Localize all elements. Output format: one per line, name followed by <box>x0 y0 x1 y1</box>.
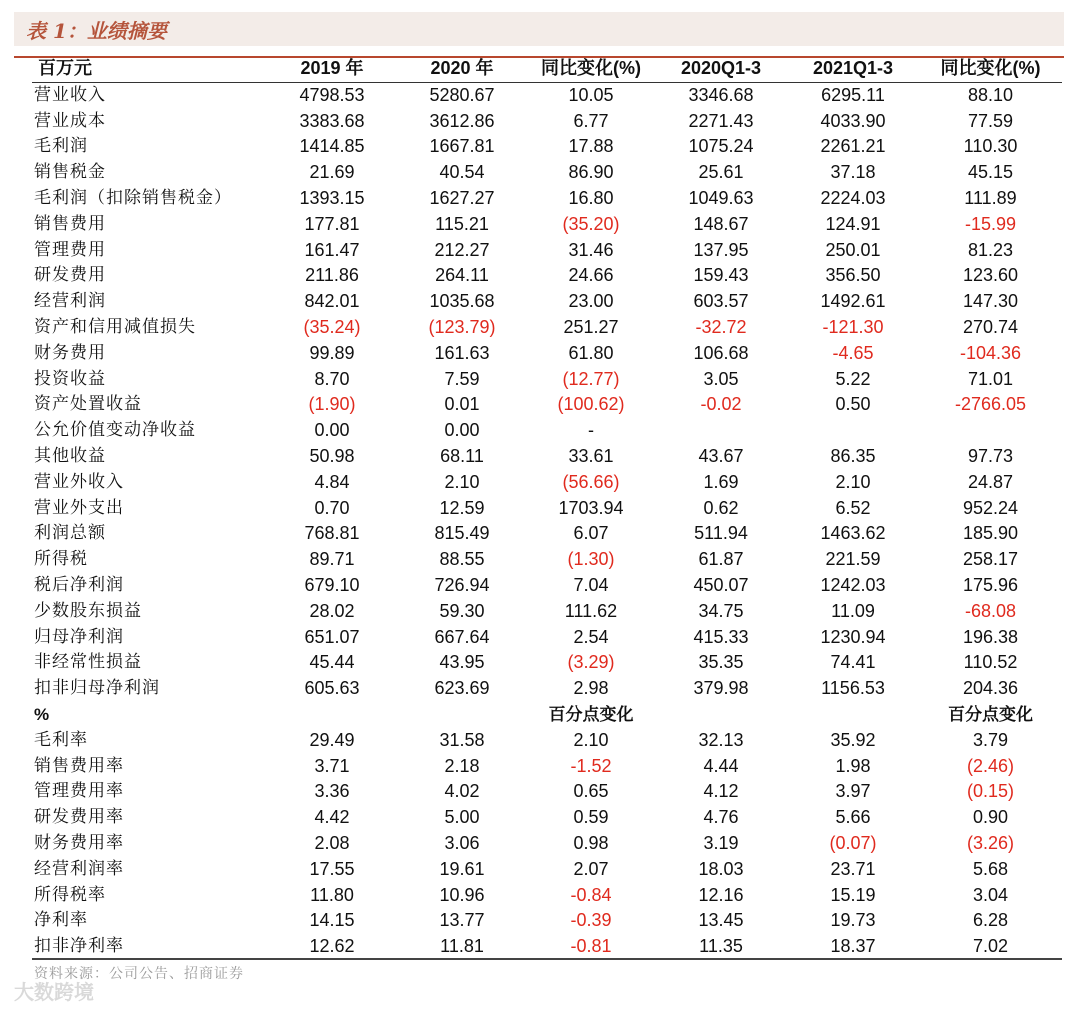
table-cell: 667.64 <box>434 626 490 647</box>
table-cell: 23.00 <box>568 291 614 312</box>
table-cell: 71.01 <box>967 368 1014 389</box>
table-cell: 250.01 <box>825 239 881 260</box>
row-label: 非经常性损益 <box>34 652 142 673</box>
table-cell: 124.91 <box>825 213 881 234</box>
table-cell: 1667.81 <box>429 136 495 157</box>
table-cell: 11.09 <box>831 600 875 621</box>
table-cell: 6295.11 <box>821 84 885 105</box>
table-cell: (100.62) <box>557 394 625 415</box>
table-cell: 175.96 <box>962 574 1019 595</box>
table-cell: 651.07 <box>304 626 360 647</box>
table-cell: 211.86 <box>305 265 359 286</box>
table-cell: 111.89 <box>964 187 1017 208</box>
table-cell: 18.37 <box>830 936 876 957</box>
table-cell: 511.94 <box>694 523 748 544</box>
table-row <box>32 573 1062 599</box>
row-label: 毛利润 <box>34 136 88 157</box>
table-cell <box>787 418 919 444</box>
row-label: 扣非净利率 <box>34 936 124 957</box>
table-cell: 148.67 <box>693 213 749 234</box>
header-cell-2020: 2020 年 <box>397 56 527 82</box>
table-cell: 3.79 <box>972 729 1009 750</box>
row-label: 销售费用 <box>34 213 106 234</box>
table-cell: 13.77 <box>439 910 485 931</box>
table-cell: 17.55 <box>309 858 355 879</box>
table-cell: 88.10 <box>967 84 1014 105</box>
table-title: 表 1：业绩摘要 <box>26 19 167 43</box>
table-cell: 33.61 <box>568 445 614 466</box>
table-row <box>32 444 1062 470</box>
table-cell: 7.02 <box>972 936 1009 957</box>
table-cell: 45.44 <box>309 652 355 673</box>
table-cell: 18.03 <box>698 858 744 879</box>
table-body <box>32 82 1062 960</box>
table-row <box>32 883 1062 909</box>
table-cell: 29.49 <box>309 729 355 750</box>
table-cell: 106.68 <box>693 342 749 363</box>
table-row <box>32 367 1062 393</box>
table-cell: 726.94 <box>434 574 490 595</box>
table-row <box>32 908 1062 934</box>
row-label: 经营利润率 <box>34 858 124 879</box>
header-cell-2021q1-3: 2021Q1-3 <box>787 56 919 82</box>
table-row <box>32 263 1062 289</box>
table-cell: 0.00 <box>314 420 350 441</box>
table-cell: 1156.53 <box>821 678 885 699</box>
table-cell: 1414.85 <box>299 136 365 157</box>
table-cell: 4.42 <box>314 807 350 828</box>
row-label: % <box>34 704 51 724</box>
table-cell: 185.90 <box>962 523 1019 544</box>
table-cell: 0.90 <box>972 807 1009 828</box>
row-label: 扣非归母净利润 <box>34 678 160 699</box>
table-cell: 6.52 <box>835 497 871 518</box>
table-cell: (2.46) <box>966 755 1015 776</box>
table-cell: 0.65 <box>573 781 609 802</box>
table-cell: 10.05 <box>568 84 614 105</box>
table-cell: 212.27 <box>434 239 490 260</box>
table-cell: 10.96 <box>439 884 485 905</box>
table-cell: 0.50 <box>835 394 871 415</box>
table-cell: (0.15) <box>966 781 1015 802</box>
table-cell: 50.98 <box>309 445 355 466</box>
row-label: 营业外收入 <box>34 471 124 492</box>
table-cell: 110.30 <box>963 136 1018 157</box>
table-cell: 34.75 <box>698 600 744 621</box>
table-cell: 603.57 <box>693 291 749 312</box>
table-cell: -2766.05 <box>954 394 1027 415</box>
table-cell: 2.10 <box>573 729 609 750</box>
table-cell: 1492.61 <box>820 291 886 312</box>
table-cell: 3383.68 <box>299 110 365 131</box>
table-cell: 37.18 <box>830 162 876 183</box>
table-cell: 0.62 <box>703 497 739 518</box>
table-cell: 11.81 <box>440 936 484 957</box>
row-label: 管理费用 <box>34 239 106 260</box>
table-cell: 5280.67 <box>429 84 495 105</box>
performance-summary-table <box>32 56 1062 960</box>
table-cell: 6.07 <box>573 523 609 544</box>
table-cell: 605.63 <box>304 678 360 699</box>
table-cell: -4.65 <box>832 342 874 363</box>
table-row <box>32 754 1062 780</box>
table-cell: 450.07 <box>693 574 749 595</box>
row-label: 净利率 <box>34 910 88 931</box>
row-label: 资产和信用减值损失 <box>34 316 196 337</box>
header-cell-yoy-q: 同比变化(%) <box>919 56 1062 82</box>
row-label: 管理费用率 <box>34 781 124 802</box>
table-cell: 0.01 <box>444 394 480 415</box>
table-cell: 258.17 <box>962 549 1019 570</box>
table-cell: 1075.24 <box>688 136 754 157</box>
table-cell: (56.66) <box>562 471 620 492</box>
table-cell: 百分点变化 <box>548 704 634 724</box>
table-cell: 24.66 <box>568 265 614 286</box>
table-cell: 40.54 <box>439 162 485 183</box>
table-cell: 2.98 <box>573 678 609 699</box>
table-cell: 815.49 <box>434 523 490 544</box>
table-cell: 1.69 <box>703 471 739 492</box>
table-cell: 4.02 <box>444 781 480 802</box>
table-cell: 6.28 <box>972 910 1009 931</box>
table-cell: 177.81 <box>304 213 360 234</box>
row-label: 公允价值变动净收益 <box>34 420 196 441</box>
table-cell: 415.33 <box>693 626 749 647</box>
table-cell: 221.59 <box>825 549 881 570</box>
table-cell: 8.70 <box>314 368 350 389</box>
table-cell: -0.81 <box>570 936 612 957</box>
table-cell: 15.19 <box>830 884 876 905</box>
table-cell: 12.59 <box>439 497 485 518</box>
table-row <box>32 418 1062 444</box>
table-cell <box>919 418 1062 444</box>
table-cell: -0.84 <box>570 884 612 905</box>
row-label: 归母净利润 <box>34 626 124 647</box>
table-row <box>32 857 1062 883</box>
table-row <box>32 186 1062 212</box>
table-cell: 86.90 <box>568 162 614 183</box>
row-label: 财务费用率 <box>34 832 124 853</box>
table-cell: 7.04 <box>573 574 609 595</box>
table-cell: 2.54 <box>573 626 609 647</box>
table-cell <box>397 702 527 728</box>
table-cell: -32.72 <box>695 316 747 337</box>
table-cell: 2261.21 <box>820 136 886 157</box>
table-cell: 161.63 <box>434 342 490 363</box>
table-cell: 32.13 <box>698 729 744 750</box>
table-cell: 5.00 <box>444 807 480 828</box>
table-row <box>32 676 1062 702</box>
table-cell: 3.05 <box>703 368 739 389</box>
table-cell: 204.36 <box>962 678 1019 699</box>
table-row <box>32 521 1062 547</box>
table-cell: 623.69 <box>434 678 490 699</box>
row-label: 少数股东损益 <box>34 600 142 621</box>
table-row <box>32 315 1062 341</box>
table-header <box>32 56 1062 82</box>
table-cell: 111.62 <box>564 600 618 621</box>
row-label: 经营利润 <box>34 291 106 312</box>
table-cell: 2.10 <box>444 471 480 492</box>
table-title-bar <box>14 12 1064 46</box>
table-cell: -121.30 <box>822 316 884 337</box>
table-cell: 77.59 <box>967 110 1014 131</box>
table-cell: 251.27 <box>563 316 619 337</box>
header-cell-unit: 百万元 <box>32 56 267 82</box>
table-cell: 1.98 <box>835 755 871 776</box>
table-cell: 43.67 <box>698 445 744 466</box>
table-cell: 3.19 <box>703 832 739 853</box>
table-cell: (12.77) <box>562 368 620 389</box>
table-cell: 81.23 <box>967 239 1014 260</box>
table-cell: 147.30 <box>962 291 1019 312</box>
table-cell: 1230.94 <box>820 626 886 647</box>
table-cell: 4.84 <box>314 471 350 492</box>
table-cell: 14.15 <box>309 910 355 931</box>
table-row <box>32 831 1062 857</box>
table-row <box>32 160 1062 186</box>
table-cell: 28.02 <box>309 600 355 621</box>
table-cell: 4.12 <box>703 781 739 802</box>
bottom-rule <box>32 958 1062 960</box>
table-cell: 4033.90 <box>820 110 886 131</box>
table-cell: 1035.68 <box>429 291 495 312</box>
header-row <box>32 56 1062 82</box>
table-cell <box>787 702 919 728</box>
table-cell: 89.71 <box>309 549 355 570</box>
table-cell <box>267 702 397 728</box>
table-cell: 2224.03 <box>820 187 886 208</box>
table-cell: 35.92 <box>830 729 876 750</box>
table-cell: - <box>588 420 594 441</box>
table-cell: (1.30) <box>567 549 615 570</box>
table-row <box>32 82 1062 108</box>
table-cell: 2.08 <box>314 832 350 853</box>
table-row <box>32 212 1062 238</box>
table-cell: 31.58 <box>439 729 485 750</box>
table-row <box>32 238 1062 264</box>
table-row <box>32 392 1062 418</box>
row-label: 投资收益 <box>34 368 106 389</box>
table-cell: 196.38 <box>962 626 1019 647</box>
table-cell: 842.01 <box>304 291 360 312</box>
table-cell: 6.77 <box>573 110 609 131</box>
row-label: 销售税金 <box>34 162 106 183</box>
table-cell: 5.22 <box>835 368 871 389</box>
table-cell: -104.36 <box>959 342 1022 363</box>
table-cell: -0.02 <box>700 394 742 415</box>
table-cell: 19.61 <box>439 858 485 879</box>
table-cell: 11.80 <box>310 884 354 905</box>
table-cell: 31.46 <box>568 239 614 260</box>
table-cell: 35.35 <box>698 652 744 673</box>
row-label: 资产处置收益 <box>34 394 142 415</box>
row-label: 所得税 <box>34 549 88 570</box>
table-cell: (3.26) <box>966 832 1015 853</box>
table-cell: 97.73 <box>967 445 1014 466</box>
table-cell: 1627.27 <box>429 187 495 208</box>
table-cell: 1049.63 <box>688 187 754 208</box>
table-cell: (35.20) <box>562 213 620 234</box>
table-cell: 74.41 <box>830 652 876 673</box>
table-cell: 0.70 <box>314 497 350 518</box>
table-cell: 4.76 <box>703 807 739 828</box>
table-row <box>32 650 1062 676</box>
table-cell: 3.06 <box>444 832 480 853</box>
table-cell: 21.69 <box>309 162 355 183</box>
table-cell: 161.47 <box>304 239 360 260</box>
table-cell: 5.66 <box>835 807 871 828</box>
table-cell: 59.30 <box>439 600 485 621</box>
table-cell: 3.36 <box>314 781 350 802</box>
row-label: 财务费用 <box>34 342 106 363</box>
table-cell: 1393.15 <box>299 187 365 208</box>
table-cell: 1242.03 <box>820 574 886 595</box>
table-cell: 17.88 <box>568 136 614 157</box>
table-cell: 137.95 <box>693 239 749 260</box>
table-row <box>32 109 1062 135</box>
row-label: 利润总额 <box>34 523 106 544</box>
header-cell-yoy: 同比变化(%) <box>527 56 655 82</box>
table-row <box>32 625 1062 651</box>
table-row <box>32 805 1062 831</box>
table-cell: 61.80 <box>568 342 614 363</box>
header-cell-2019: 2019 年 <box>267 56 397 82</box>
table-row <box>32 134 1062 160</box>
table-cell: 23.71 <box>830 858 876 879</box>
source-note: 资料来源：公司公告、招商证券 <box>34 966 244 982</box>
row-label: 营业外支出 <box>34 497 124 518</box>
table-cell: 5.68 <box>972 858 1009 879</box>
row-label: 其他收益 <box>34 445 106 466</box>
row-label: 税后净利润 <box>34 574 124 595</box>
table-cell <box>655 702 787 728</box>
table-cell: 123.60 <box>962 265 1019 286</box>
table-cell: 3.04 <box>972 884 1009 905</box>
table-cell: 19.73 <box>830 910 876 931</box>
table-cell: (123.79) <box>428 316 496 337</box>
table-cell: 百分点变化 <box>948 704 1033 724</box>
table-cell: -68.08 <box>964 600 1017 621</box>
subheader-row <box>32 702 1062 728</box>
table-cell: 3.71 <box>314 755 350 776</box>
table-cell: 2.07 <box>573 858 609 879</box>
table-cell: 68.11 <box>440 445 484 466</box>
table-cell: 110.52 <box>963 652 1018 673</box>
row-label: 毛利润（扣除销售税金） <box>34 187 232 208</box>
table-cell: 2.18 <box>444 755 480 776</box>
table-cell: 86.35 <box>830 445 876 466</box>
table-cell: 3346.68 <box>688 84 754 105</box>
table-cell: 379.98 <box>693 678 749 699</box>
table-row <box>32 934 1062 960</box>
table-cell: 4798.53 <box>299 84 365 105</box>
table-cell: 0.00 <box>444 420 480 441</box>
table-row <box>32 341 1062 367</box>
table-cell: -15.99 <box>964 213 1017 234</box>
table-cell: 61.87 <box>698 549 744 570</box>
row-label: 研发费用 <box>34 265 106 286</box>
table-cell <box>655 418 787 444</box>
table-cell: (3.29) <box>567 652 615 673</box>
table-cell: (1.90) <box>308 394 356 415</box>
table-cell: 2271.43 <box>688 110 754 131</box>
table-cell: 7.59 <box>444 368 480 389</box>
table-cell: 3.97 <box>835 781 871 802</box>
table-cell: 2.10 <box>835 471 871 492</box>
table-cell: 99.89 <box>309 342 355 363</box>
table-row <box>32 779 1062 805</box>
table-cell: 768.81 <box>304 523 360 544</box>
table-cell: 16.80 <box>568 187 614 208</box>
table-cell: 45.15 <box>967 162 1014 183</box>
table-cell: 43.95 <box>439 652 485 673</box>
table-cell: 88.55 <box>439 549 485 570</box>
header-cell-2020q1-3: 2020Q1-3 <box>655 56 787 82</box>
table-row <box>32 496 1062 522</box>
table-cell: 0.59 <box>573 807 609 828</box>
table-cell: 13.45 <box>698 910 744 931</box>
table-cell: 11.35 <box>699 936 743 957</box>
table-cell: 356.50 <box>825 265 881 286</box>
table-cell: 159.43 <box>693 265 749 286</box>
row-label: 营业成本 <box>34 110 106 131</box>
table-cell: 25.61 <box>698 162 744 183</box>
table-cell: 4.44 <box>703 755 739 776</box>
table-cell: (35.24) <box>303 316 361 337</box>
table-cell: 1703.94 <box>558 497 624 518</box>
row-label: 毛利率 <box>34 729 88 750</box>
row-label: 营业收入 <box>34 84 106 105</box>
table-row <box>32 470 1062 496</box>
row-label: 销售费用率 <box>34 755 124 776</box>
table-cell: 264.11 <box>435 265 489 286</box>
table-cell: 1463.62 <box>820 523 886 544</box>
table-cell: 24.87 <box>967 471 1014 492</box>
table-cell: (0.07) <box>829 832 877 853</box>
table-cell: 115.21 <box>435 213 489 234</box>
table-row <box>32 599 1062 625</box>
table-cell: 0.98 <box>573 832 609 853</box>
table-cell: 270.74 <box>962 316 1019 337</box>
table-cell: -0.39 <box>570 910 612 931</box>
row-label: 所得税率 <box>34 884 106 905</box>
table-row <box>32 289 1062 315</box>
watermark-logo: 大数跨境 <box>14 982 94 1004</box>
table-cell: -1.52 <box>570 755 612 776</box>
table-cell: 12.62 <box>309 936 355 957</box>
table-row <box>32 728 1062 754</box>
table-cell: 952.24 <box>962 497 1019 518</box>
table-row <box>32 547 1062 573</box>
row-label: 研发费用率 <box>34 807 124 828</box>
table-cell: 679.10 <box>304 574 360 595</box>
table-cell: 3612.86 <box>429 110 495 131</box>
table-cell: 12.16 <box>698 884 744 905</box>
